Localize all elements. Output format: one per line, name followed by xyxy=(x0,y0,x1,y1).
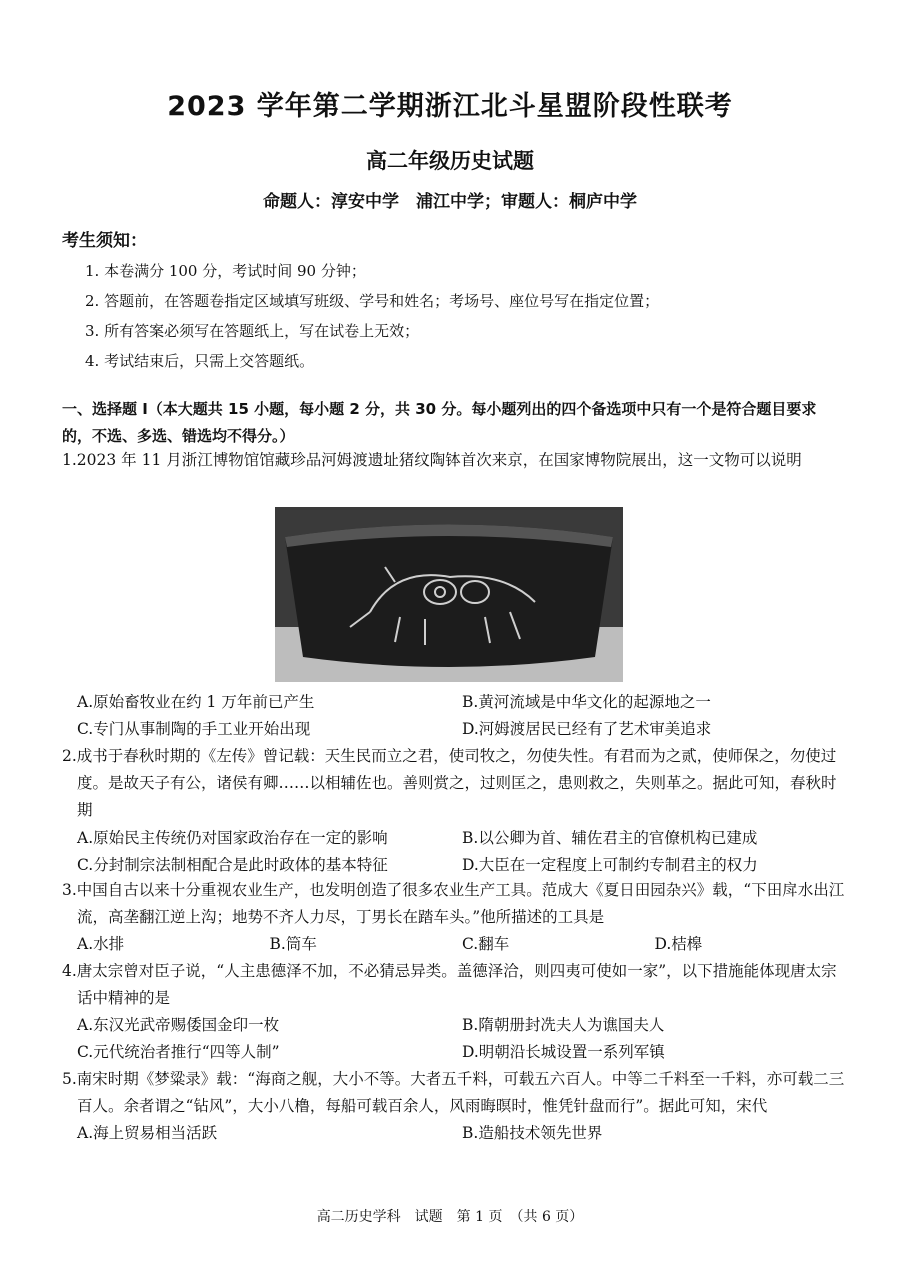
notice-list xyxy=(85,256,659,376)
question-stem: 5.南宋时期《梦粱录》载：“海商之舰，大小不等。大者五千料，可载五六百人。中等二千料至一千料，亦可载二三百人。余者谓之“钻风”，大小八橹，每船可载百余人，风雨晦暝时，惟凭针盘而行”。据此可知，宋代 xyxy=(62,1070,845,1116)
option-b[interactable]: B.筒车 xyxy=(269,935,317,954)
option-b[interactable]: B.以公卿为首、辅佐君主的官僚机构已建成 xyxy=(462,828,758,847)
question-5 xyxy=(62,1066,847,1147)
question-4 xyxy=(62,958,847,1066)
pig-pattern-bowl-image xyxy=(275,507,623,682)
question-3 xyxy=(62,877,847,958)
question-stem: 1.2023 年 11 月浙江博物馆馆藏珍品河姆渡遗址猪纹陶钵首次来京，在国家博物院展出，这一文物可以说明 xyxy=(62,451,802,469)
option-c[interactable]: C.分封制宗法制相配合是此时政体的基本特征 xyxy=(77,855,388,874)
question-1 xyxy=(62,447,847,474)
page-footer: 高二历史学科 试题 第 1 页 （共 6 页） xyxy=(316,1209,584,1225)
exam-title: 2023 学年第二学期浙江北斗星盟阶段性联考 xyxy=(167,91,733,122)
notice-item: 2. 答题前，在答题卷指定区域填写班级、学号和姓名；考场号、座位号写在指定位置； xyxy=(85,292,660,310)
notice-item: 1. 本卷满分 100 分，考试时间 90 分钟； xyxy=(85,262,366,280)
question-1-options xyxy=(62,689,847,743)
option-c[interactable]: C.元代统治者推行“四等人制” xyxy=(77,1043,280,1062)
notice-item: 3. 所有答案必须写在答题纸上，写在试卷上无效； xyxy=(85,322,420,340)
question-stem: 4.唐太宗曾对臣子说，“人主患德泽不加，不必猜忌异类。盖德泽洽，则四夷可使如一家”，以下措施能体现唐太宗话中精神的是 xyxy=(62,962,837,1008)
option-a[interactable]: A.海上贸易相当活跃 xyxy=(77,1124,218,1143)
option-d[interactable]: D.大臣在一定程度上可制约专制君主的权力 xyxy=(462,855,758,874)
question-stem: 3.中国自古以来十分重视农业生产，也发明创造了很多农业生产工具。范成大《夏日田园杂兴》载，“下田戽水出江流，高垄翻江逆上沟；地势不齐人力尽，丁男长在踏车头。”他所描述的工具是 xyxy=(62,881,845,927)
option-d[interactable]: D.明朝沿长城设置一系列军镇 xyxy=(462,1043,665,1062)
option-c[interactable]: C.专门从事制陶的手工业开始出现 xyxy=(77,720,311,738)
option-d[interactable]: D.桔槔 xyxy=(654,935,703,954)
exam-authors: 命题人：淳安中学 浦江中学；审题人：桐庐中学 xyxy=(263,192,637,212)
option-b[interactable]: B.隋朝册封冼夫人为谯国夫人 xyxy=(462,1016,665,1035)
option-a[interactable]: A.原始民主传统仍对国家政治存在一定的影响 xyxy=(77,828,388,847)
option-c[interactable]: C.翻车 xyxy=(462,935,510,954)
question-2 xyxy=(62,743,847,879)
option-a[interactable]: A.东汉光武帝赐倭国金印一枚 xyxy=(77,1016,280,1035)
exam-subtitle: 高二年级历史试题 xyxy=(366,149,534,173)
option-a[interactable]: A.原始畜牧业在约 1 万年前已产生 xyxy=(77,693,315,711)
question-stem: 2.成书于春秋时期的《左传》曾记载：天生民而立之君，使司牧之，勿使失性。有君而为之贰，使师保之，勿使过度。是故天子有公，诸侯有卿……以相辅佐也。善则赏之，过则匡之，患则救之，失则革之。据此可知，春秋时期 xyxy=(62,747,837,820)
notice-heading: 考生须知： xyxy=(62,231,147,251)
option-d[interactable]: D.河姆渡居民已经有了艺术审美追求 xyxy=(462,720,712,738)
notice-item: 4. 考试结束后，只需上交答题纸。 xyxy=(85,352,315,370)
option-b[interactable]: B.黄河流域是中华文化的起源地之一 xyxy=(462,693,711,711)
pottery-bowl-photo xyxy=(275,507,623,682)
section-heading: 一、选择题 I（本大题共 15 小题，每小题 2 分，共 30 分。每小题列出的四个备选项中只有一个是符合题目要求的，不选、多选、错选均不得分。） xyxy=(62,400,817,445)
option-a[interactable]: A.水排 xyxy=(77,935,125,954)
option-b[interactable]: B.造船技术领先世界 xyxy=(462,1124,603,1143)
